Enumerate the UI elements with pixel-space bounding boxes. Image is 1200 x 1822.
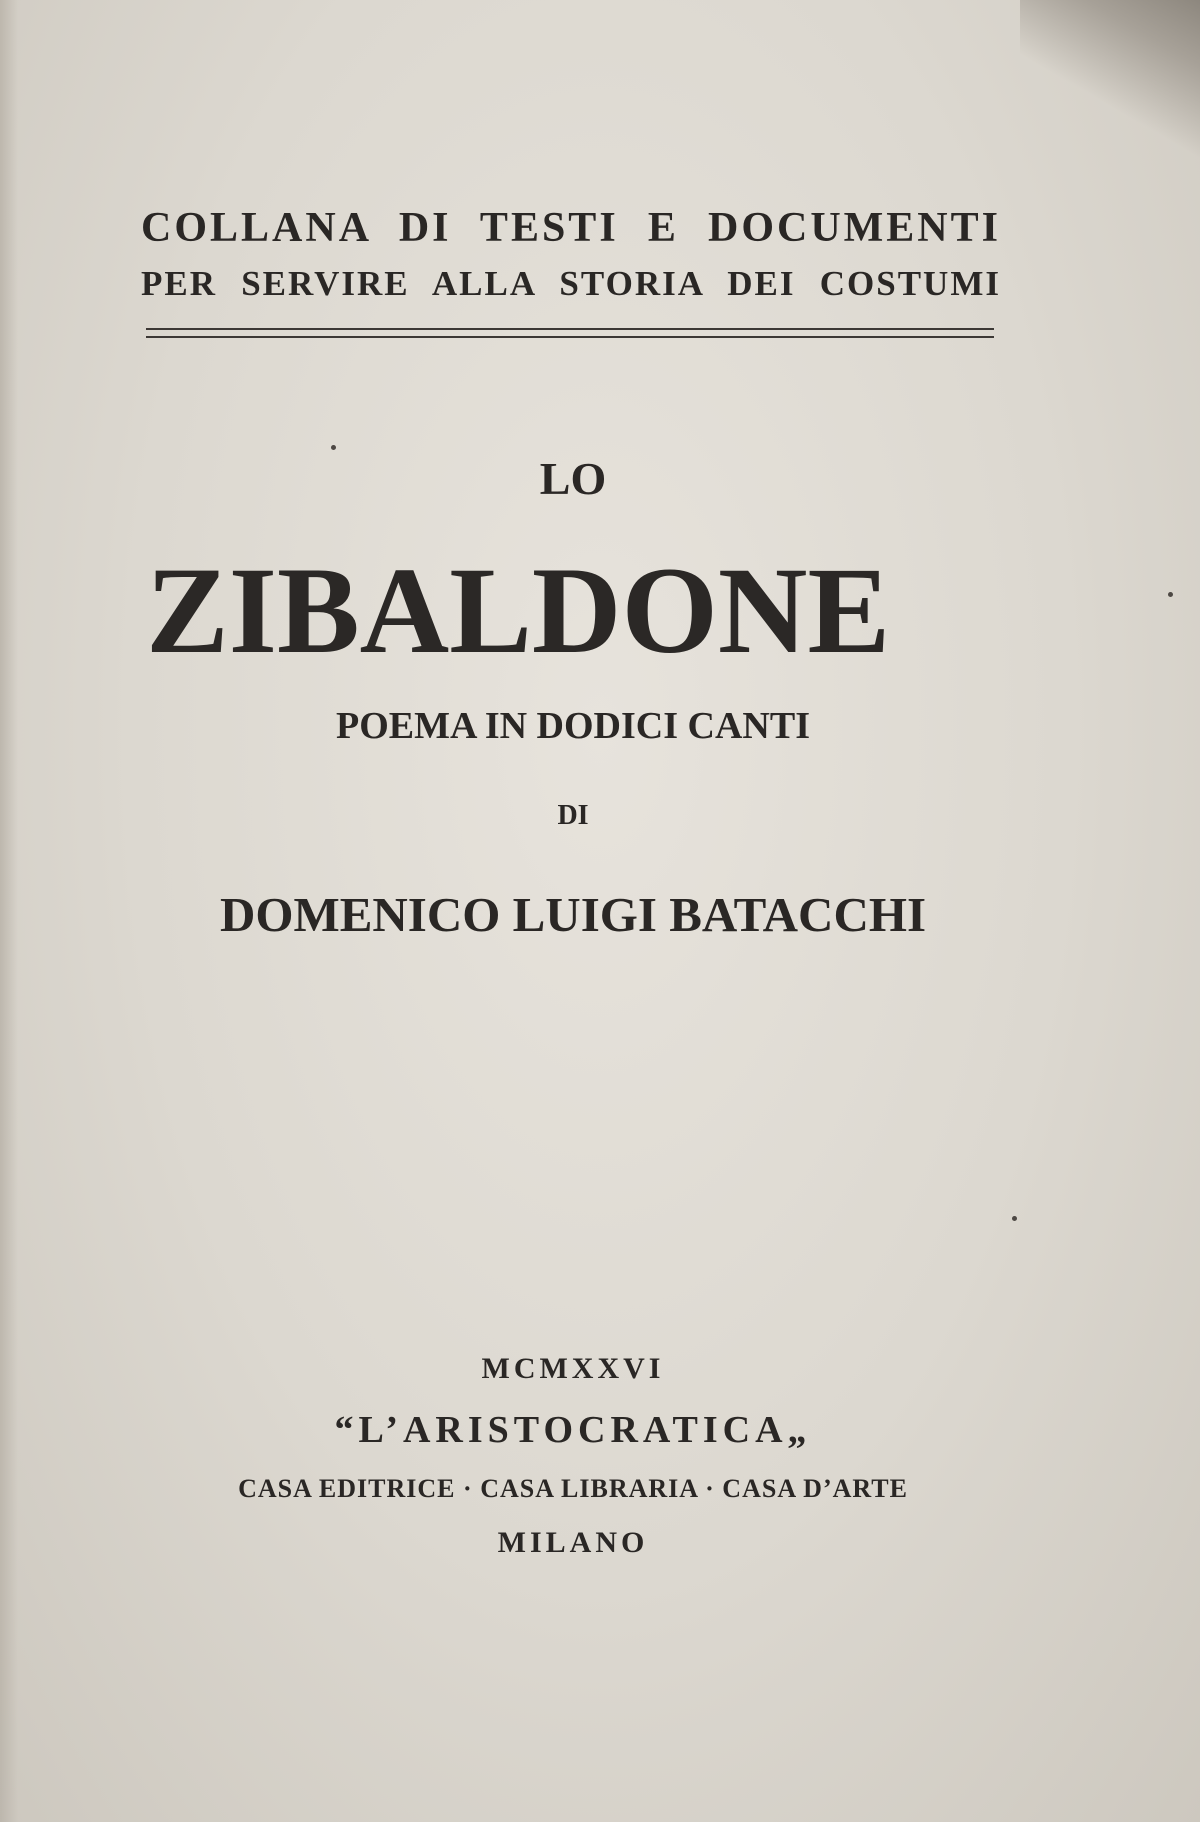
double-rule-bottom: [146, 336, 994, 338]
paper-speck: [1168, 592, 1173, 597]
title-article: LO: [539, 453, 607, 504]
paper-speck: [1012, 1216, 1017, 1221]
publisher-name: “L’ARISTOCRATICA„: [334, 1409, 812, 1451]
series-title-line-1: COLLANA DI TESTI E DOCUMENTI: [141, 205, 1001, 251]
publication-year: MCMXXVI: [481, 1352, 665, 1385]
page-corner-shadow: [1020, 0, 1200, 160]
book-title: ZIBALDONE: [146, 542, 891, 679]
author-name: DOMENICO LUIGI BATACCHI: [219, 887, 927, 942]
publisher-description: CASA EDITRICE · CASA LIBRARIA · CASA D’ARTE: [238, 1474, 908, 1503]
author-preposition: DI: [557, 800, 589, 831]
series-title-line-2: PER SERVIRE ALLA STORIA DEI COSTUMI: [141, 264, 1001, 303]
publication-city: MILANO: [497, 1526, 649, 1559]
double-rule-top: [146, 328, 994, 330]
book-subtitle: POEMA IN DODICI CANTI: [336, 705, 810, 747]
paper-speck: [331, 445, 336, 450]
